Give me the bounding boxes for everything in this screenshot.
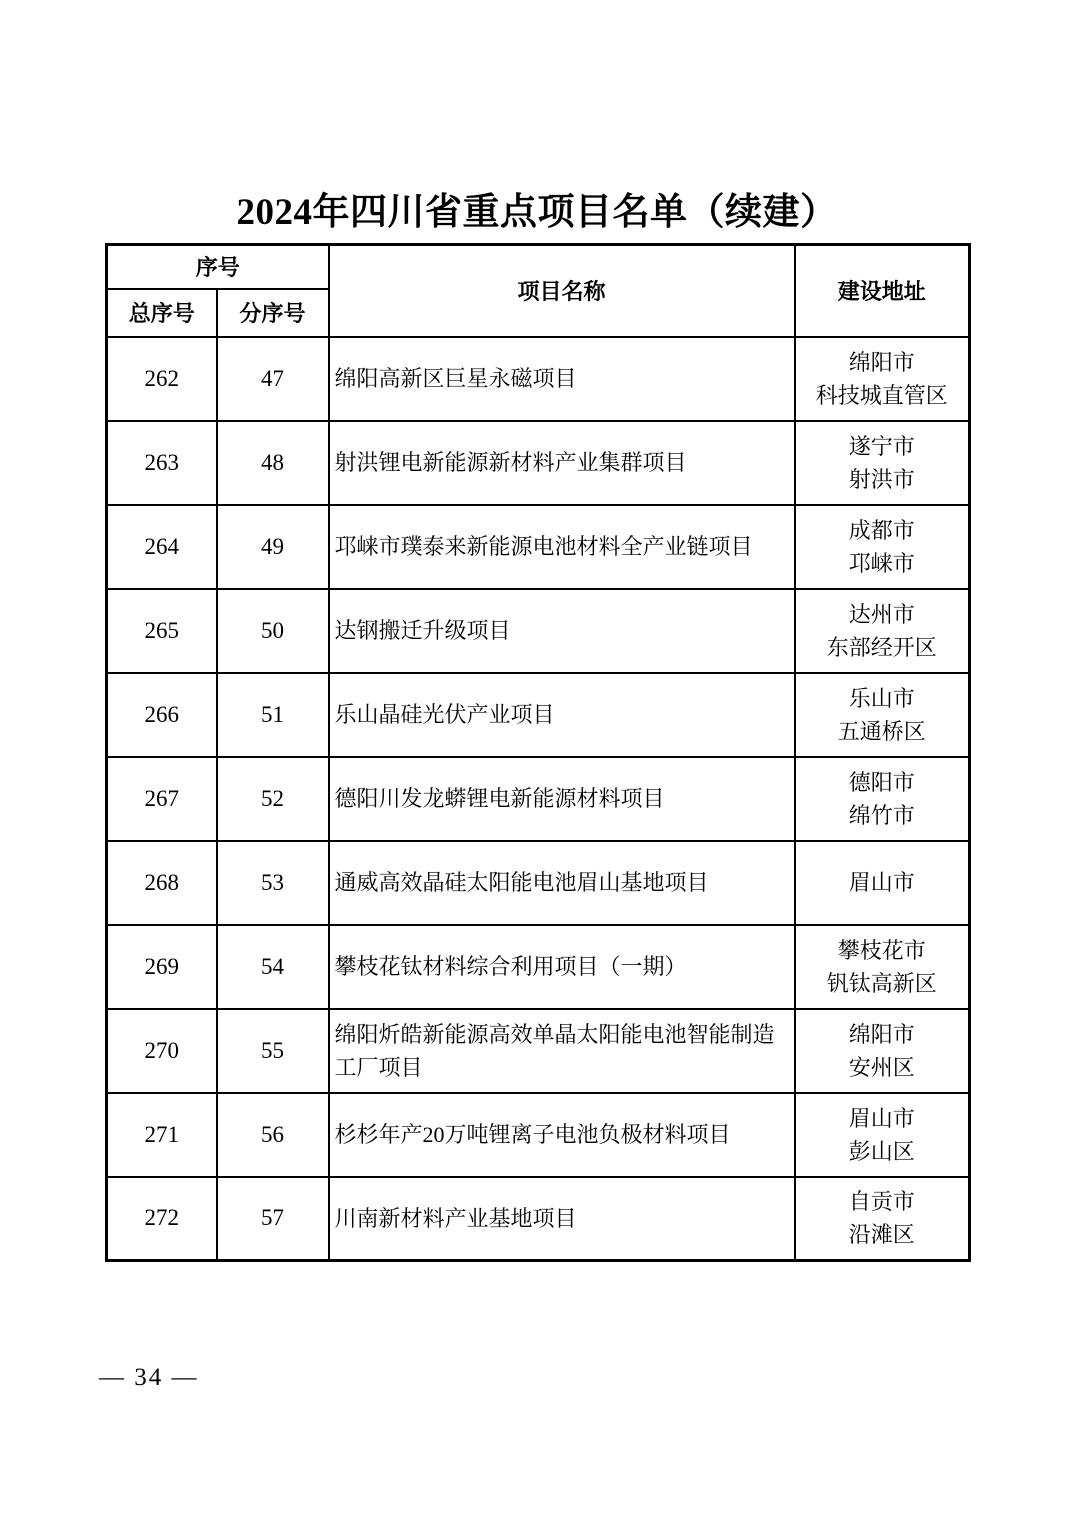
location-line: 自贡市: [848, 1189, 915, 1215]
location-cell: [795, 841, 970, 925]
location-line: 彭山区: [848, 1138, 915, 1164]
sub-seq-cell: 51: [217, 673, 329, 757]
sub-seq-cell: 52: [217, 757, 329, 841]
location-line: 绵阳市: [848, 349, 915, 375]
projects-table: [105, 243, 971, 1262]
location-line: 乐山市: [848, 685, 915, 711]
location-cell: [795, 673, 970, 757]
table-row: [107, 757, 970, 841]
sub-seq-cell: 53: [217, 841, 329, 925]
project-name-cell: 绵阳高新区巨星永磁项目: [329, 337, 795, 421]
header-location: 建设地址: [795, 245, 970, 337]
total-seq-cell: 268: [107, 841, 217, 925]
table-row: [107, 589, 970, 673]
sub-seq-cell: 55: [217, 1009, 329, 1093]
project-name-cell: 德阳川发龙蟒锂电新能源材料项目: [329, 757, 795, 841]
location-line: 射洪市: [848, 466, 915, 492]
location-line: 绵竹市: [848, 802, 915, 828]
location-cell: [795, 337, 970, 421]
sub-seq-cell: 48: [217, 421, 329, 505]
total-seq-cell: 272: [107, 1177, 217, 1261]
total-seq-cell: 266: [107, 673, 217, 757]
project-name-cell: 攀枝花钛材料综合利用项目（一期）: [329, 925, 795, 1009]
total-seq-cell: 265: [107, 589, 217, 673]
header-project-name: 项目名称: [329, 245, 795, 337]
location-line: 眉山市: [848, 1105, 915, 1131]
location-cell: [795, 925, 970, 1009]
location-cell: [795, 589, 970, 673]
sub-seq-cell: 49: [217, 505, 329, 589]
location-cell: [795, 1093, 970, 1177]
location-line: 达州市: [848, 601, 915, 627]
sub-seq-cell: 54: [217, 925, 329, 1009]
header-sub-seq: 分序号: [217, 289, 329, 337]
location-cell: [795, 421, 970, 505]
total-seq-cell: 269: [107, 925, 217, 1009]
header-row-seq-group: [107, 245, 970, 289]
table-row: [107, 1177, 970, 1261]
table-row: [107, 841, 970, 925]
location-line: 成都市: [848, 517, 915, 543]
location-line: 攀枝花市: [837, 937, 926, 963]
location-line: 安州区: [848, 1054, 915, 1080]
location-cell: [795, 1009, 970, 1093]
total-seq-cell: 263: [107, 421, 217, 505]
location-line: 五通桥区: [837, 718, 926, 744]
header-seq-group: 序号: [107, 245, 329, 289]
header-total-seq: 总序号: [107, 289, 217, 337]
location-cell: [795, 757, 970, 841]
location-line: 钒钛高新区: [826, 970, 937, 996]
table-row: [107, 505, 970, 589]
sub-seq-cell: 56: [217, 1093, 329, 1177]
page-number: — 34 —: [99, 1364, 199, 1391]
total-seq-cell: 264: [107, 505, 217, 589]
table-row: [107, 421, 970, 505]
table-header: [107, 245, 970, 337]
total-seq-cell: 267: [107, 757, 217, 841]
project-name-cell: 射洪锂电新能源新材料产业集群项目: [329, 421, 795, 505]
sub-seq-cell: 57: [217, 1177, 329, 1261]
location-line: 沿滩区: [848, 1222, 915, 1248]
location-line: 眉山市: [848, 870, 915, 895]
total-seq-cell: 270: [107, 1009, 217, 1093]
project-name-cell: 川南新材料产业基地项目: [329, 1177, 795, 1261]
project-name-cell: 乐山晶硅光伏产业项目: [329, 673, 795, 757]
location-line: 邛崃市: [848, 550, 915, 576]
location-line: 绵阳市: [848, 1021, 915, 1047]
project-name-cell: 绵阳炘皓新能源高效单晶太阳能电池智能制造工厂项目: [329, 1009, 795, 1093]
location-line: 遂宁市: [848, 433, 915, 459]
location-cell: [795, 505, 970, 589]
table-body: [107, 337, 970, 1261]
table-row: [107, 1009, 970, 1093]
sub-seq-cell: 50: [217, 589, 329, 673]
table-row: [107, 925, 970, 1009]
project-name-cell: 达钢搬迁升级项目: [329, 589, 795, 673]
location-line: 东部经开区: [826, 634, 937, 660]
total-seq-cell: 271: [107, 1093, 217, 1177]
location-cell: [795, 1177, 970, 1261]
table-row: [107, 337, 970, 421]
table-row: [107, 1093, 970, 1177]
page-title: 2024年四川省重点项目名单（续建）: [236, 192, 838, 233]
project-name-cell: 邛崃市璞泰来新能源电池材料全产业链项目: [329, 505, 795, 589]
location-line: 科技城直管区: [815, 382, 948, 408]
table-row: [107, 673, 970, 757]
location-line: 德阳市: [848, 769, 915, 795]
sub-seq-cell: 47: [217, 337, 329, 421]
project-name-cell: 杉杉年产20万吨锂离子电池负极材料项目: [329, 1093, 795, 1177]
project-name-cell: 通威高效晶硅太阳能电池眉山基地项目: [329, 841, 795, 925]
total-seq-cell: 262: [107, 337, 217, 421]
